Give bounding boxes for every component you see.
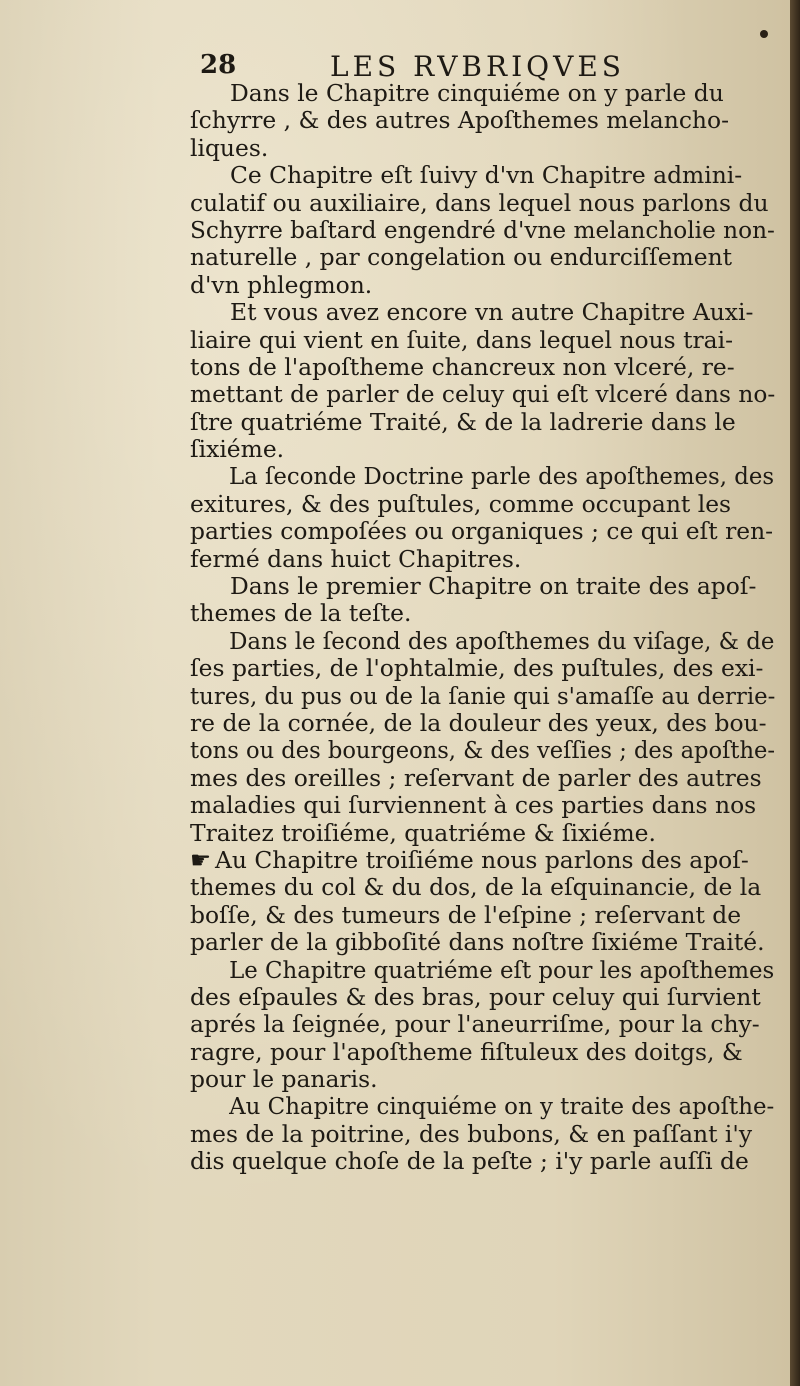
text-line-content: ſtre quatriéme Traité, & de la ladrerie dans le <box>190 407 736 436</box>
text-line <box>190 1121 775 1148</box>
text-line <box>190 436 775 463</box>
text-line <box>190 765 775 792</box>
text-line <box>190 1092 775 1121</box>
text-line-content: liaire qui vient en ſuite, dans lequel nous trai- <box>190 325 733 354</box>
text-line <box>190 380 776 409</box>
text-line-content: La ſeconde Doctrine parle des apoſthemes, des <box>228 462 775 491</box>
text-line <box>190 955 775 984</box>
text-line-content: Dans le ſecond des apoſthemes du viſage, & de <box>229 626 775 655</box>
text-line <box>190 874 775 901</box>
text-line-content: boſſe, & des tumeurs de l'eſpine ; reſervant de <box>190 900 742 929</box>
text-line-content: Traitez troiſiéme, quatriéme & ſixiéme. <box>190 818 656 847</box>
text-line <box>190 354 775 381</box>
text-line <box>190 902 775 929</box>
text-line-content: ſes parties, de l'ophtalmie, des puſtules, des exi- <box>190 654 764 683</box>
text-line <box>190 655 775 682</box>
text-line <box>190 162 775 189</box>
text-line-content: mes de la poitrine, des bubons, & en paſſant i'y <box>190 1119 753 1148</box>
text-line <box>190 1011 775 1038</box>
page-edge-shadow <box>790 0 800 1386</box>
text-line-content: ſixiéme. <box>190 435 285 464</box>
text-line-content: themes du col & du dos, de la eſquinancie, de la <box>190 873 762 902</box>
text-line-content: ſchyrre , & des autres Apoſthemes melancho- <box>190 106 729 135</box>
text-line-content: pour le panaris. <box>190 1065 378 1094</box>
ink-spot <box>760 30 768 38</box>
text-line-content: Dans le premier Chapitre on traite des apoſ- <box>230 572 757 601</box>
text-line <box>190 327 775 354</box>
text-line-content: tons ou des bourgeons, & des veſſies ; des apoſthe- <box>190 736 776 765</box>
text-line-content: dis quelque choſe de la peſte ; i'y parle auſſi de <box>190 1147 749 1176</box>
text-line-content: ragre, pour l'apoſtheme fiſtuleux des doitgs, & <box>190 1037 743 1066</box>
text-line-content: Au Chapitre troiſiéme nous parlons des apoſ- <box>214 845 749 874</box>
text-line-content: d'vn phlegmon. <box>190 270 373 299</box>
text-line-content: tons de l'apoſtheme chancreux non vlceré, re- <box>190 352 735 381</box>
text-line <box>190 1039 775 1066</box>
text-line-content: maladies qui ſurviennent à ces parties dans nos <box>190 791 757 820</box>
text-line-content: exitures, & des puſtules, comme occupant les <box>190 489 732 518</box>
text-line <box>190 272 775 299</box>
text-line <box>190 518 775 545</box>
text-line-content: mes des oreilles ; reſervant de parler des autres <box>190 763 762 792</box>
text-line <box>190 1148 775 1175</box>
text-line-content: fermé dans huict Chapitres. <box>190 544 522 573</box>
running-head: LES RVBRIQVES <box>330 50 625 83</box>
text-line <box>190 573 775 600</box>
text-line <box>190 107 775 134</box>
text-line-content: parler de la gibboſité dans noſtre ſixiéme Traité. <box>190 928 765 957</box>
text-line-content: re de la cornée, de la douleur des yeux, des bou- <box>190 708 767 737</box>
text-line-content: des eſpaules & des bras, pour celuy qui ſurvient <box>190 982 761 1011</box>
text-line <box>190 135 775 162</box>
text-line-content: Dans le Chapitre cinquiéme on y parle du <box>230 79 724 107</box>
text-line <box>190 929 775 956</box>
text-line-content: culatif ou auxiliaire, dans lequel nous parlons du <box>190 188 769 217</box>
text-line <box>190 792 775 819</box>
text-line-content: aprés la ſeignée, pour l'aneurriſme, pour la chy- <box>190 1010 760 1039</box>
text-line <box>190 409 775 436</box>
text-line <box>190 820 775 847</box>
text-line <box>190 626 775 655</box>
text-line-content: Le Chapitre quatriéme eſt pour les apoſthemes <box>229 955 775 984</box>
text-line <box>190 847 775 874</box>
text-line-content: Et vous avez encore vn autre Chapitre Auxi- <box>230 298 754 327</box>
text-line <box>190 546 775 573</box>
text-line <box>190 491 775 518</box>
pointing-hand-icon: ☛ <box>190 845 211 874</box>
text-line-content: Ce Chapitre eſt ſuivy d'vn Chapitre admini- <box>230 161 743 190</box>
text-line <box>190 244 775 271</box>
text-line-content: Au Chapitre cinquiéme on y traite des apoſthe- <box>229 1092 775 1121</box>
text-line-content: mettant de parler de celuy qui eſt vlceré dans no- <box>190 380 776 409</box>
text-line <box>190 215 775 244</box>
text-line-content: naturelle , par congelation ou endurciſſement <box>190 243 733 272</box>
text-line-content: parties compoſées ou organiques ; ce qui eſt ren- <box>190 517 774 546</box>
text-line-content: themes de la teſte. <box>190 599 412 628</box>
text-line-content: tures, du pus ou de la ſanie qui s'amaſſe au derrie- <box>190 681 776 710</box>
text-line <box>190 299 775 326</box>
text-line <box>190 80 775 107</box>
page-number: 28 <box>200 50 237 80</box>
text-line <box>190 681 776 710</box>
text-line <box>190 462 775 491</box>
text-line <box>190 710 775 737</box>
text-line-content: liques. <box>190 133 269 162</box>
text-line <box>190 600 775 627</box>
body-text <box>190 80 775 1176</box>
text-line <box>190 190 775 217</box>
text-line <box>190 736 776 765</box>
text-line-content: Schyrre baſtard engendré d'vne melancholie non- <box>190 215 775 244</box>
text-line <box>190 984 775 1011</box>
text-line <box>190 1066 775 1093</box>
